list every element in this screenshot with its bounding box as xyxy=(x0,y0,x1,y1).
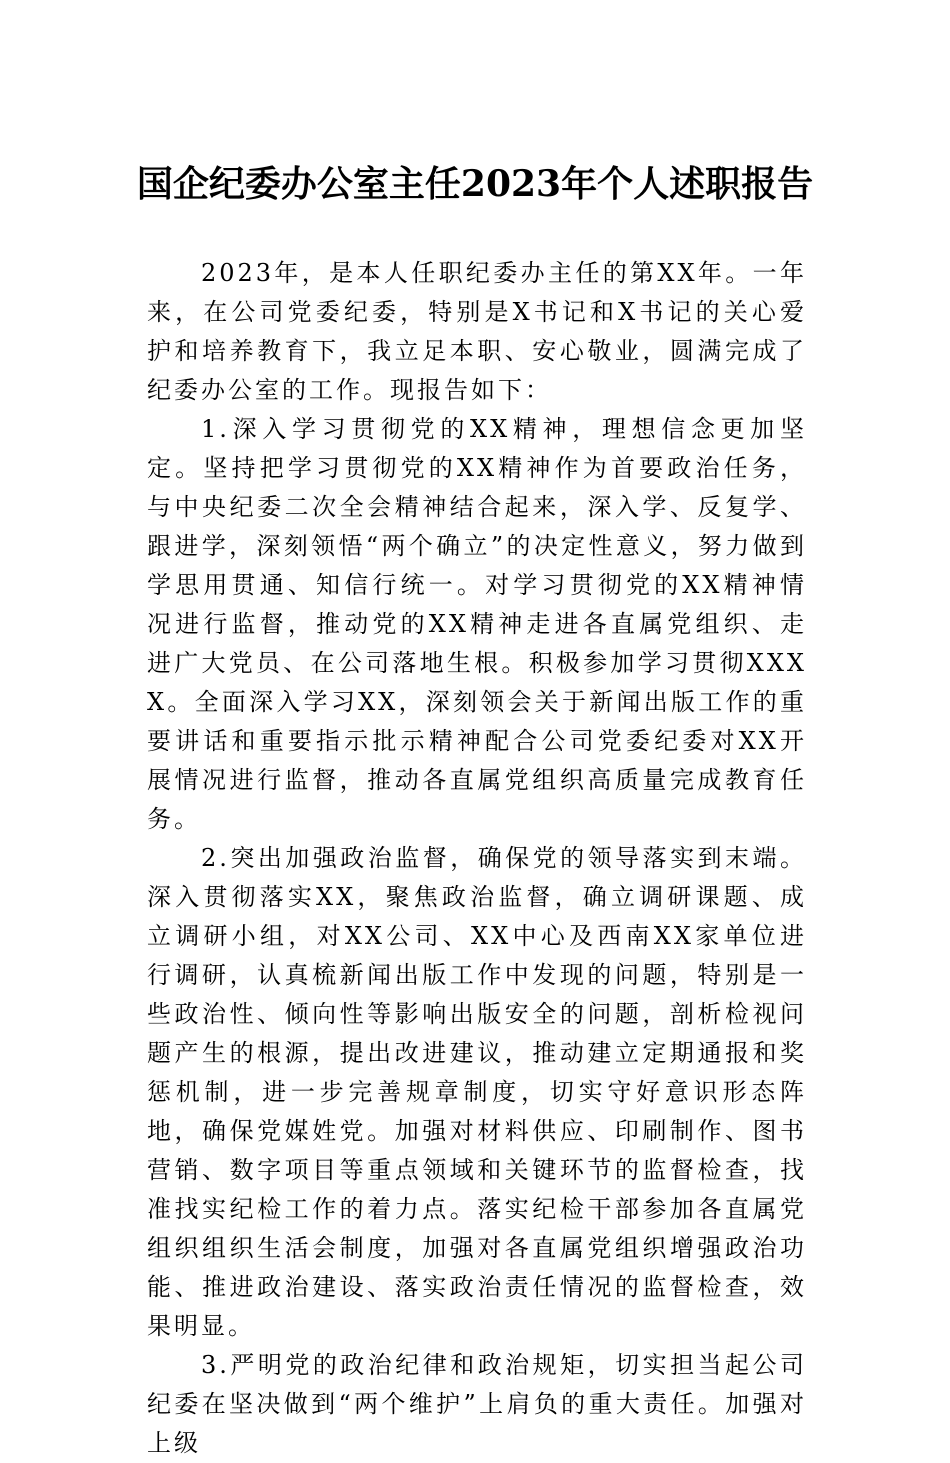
document-body xyxy=(147,254,807,1463)
paragraph-section-3: 3.严明党的政治纪律和政治规矩，切实担当起公司纪委在坚决做到“两个维护”上肩负的重大责任。加强对上级 xyxy=(147,1351,807,1457)
paragraph-intro: 2023年，是本人任职纪委办主任的第XX年。一年来，在公司党委纪委，特别是X书记和X书记的关心爱护和培养教育下，我立足本职、安心敬业，圆满完成了纪委办公室的工作。现报告如下： xyxy=(147,259,807,404)
document-title: 国企纪委办公室主任2023年个人述职报告 xyxy=(136,163,814,205)
paragraph-section-1: 1.深入学习贯彻党的XX精神，理想信念更加坚定。坚持把学习贯彻党的XX精神作为首要政治任务，与中央纪委二次全会精神结合起来，深入学、反复学、跟进学，深刻领悟“两个确立”的决定性意义，努力做到学思用贯通、知信行统一。对学习贯彻党的XX精神情况进行监督，推动党的XX精神走进各直属党组织、走进广大党员、在公司落地生根。积极参加学习贯彻XXXX。全面深入学习XX，深刻领会关于新闻出版工作的重要讲话和重要指示批示精神配合公司党委纪委对XX开展情况进行监督，推动各直属党组织高质量完成教育任务。 xyxy=(147,415,807,833)
paragraph-section-2: 2.突出加强政治监督，确保党的领导落实到末端。深入贯彻落实XX，聚焦政治监督，确立调研课题、成立调研小组，对XX公司、XX中心及西南XX家单位进行调研，认真梳新闻出版工作中发现的问题，特别是一些政治性、倾向性等影响出版安全的问题，剖析检视问题产生的根源，提出改进建议，推动建立定期通报和奖惩机制，进一步完善规章制度，切实守好意识形态阵地，确保党媒姓党。加强对材料供应、印刷制作、图书营销、数字项目等重点领域和关键环节的监督检查，找准找实纪检工作的着力点。落实纪检干部参加各直属党组织组织生活会制度，加强对各直属党组织增强政治功能、推进政治建设、落实政治责任情况的监督检查，效果明显。 xyxy=(147,844,807,1340)
